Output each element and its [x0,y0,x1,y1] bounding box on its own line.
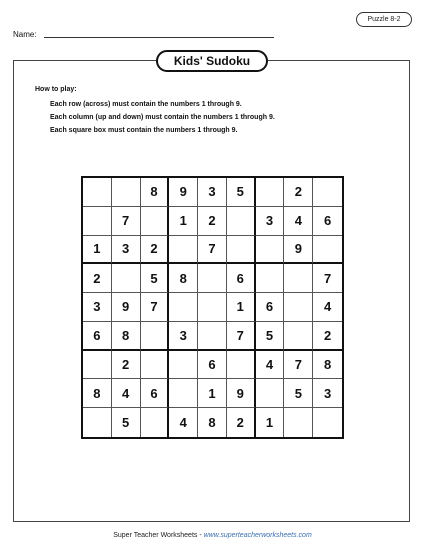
footer-url[interactable]: www.superteacherworksheets.com [203,532,312,539]
sudoku-cell: 7 [313,264,342,293]
sudoku-cell: 7 [112,207,141,236]
sudoku-cell: 1 [83,236,112,265]
name-line [44,37,274,38]
sudoku-cell: 5 [227,178,256,207]
sudoku-cell: 6 [83,322,112,351]
sudoku-cell[interactable] [141,207,170,236]
sudoku-cell: 5 [112,408,141,437]
sudoku-cell[interactable] [169,351,198,380]
sudoku-cell: 1 [256,408,285,437]
sudoku-cell[interactable] [198,293,227,322]
sudoku-cell: 8 [83,379,112,408]
sudoku-cell: 3 [112,236,141,265]
sudoku-cell[interactable] [313,178,342,207]
sudoku-cell: 5 [284,379,313,408]
sudoku-cell: 1 [169,207,198,236]
sudoku-cell: 5 [141,264,170,293]
sudoku-cell: 7 [141,293,170,322]
instructions-heading: How to play: [35,86,77,93]
sudoku-cell: 8 [112,322,141,351]
sudoku-cell: 3 [198,178,227,207]
sudoku-cell: 8 [198,408,227,437]
sudoku-cell[interactable] [313,236,342,265]
sudoku-cell[interactable] [169,293,198,322]
sudoku-cell[interactable] [284,322,313,351]
puzzle-badge: Puzzle 8-2 [356,12,412,27]
sudoku-cell: 6 [198,351,227,380]
sudoku-cell[interactable] [83,351,112,380]
sudoku-cell: 2 [112,351,141,380]
sudoku-cell: 2 [83,264,112,293]
sudoku-cell: 7 [198,236,227,265]
sudoku-cell[interactable] [198,322,227,351]
sudoku-cell: 1 [227,293,256,322]
sudoku-cell[interactable] [256,264,285,293]
sudoku-cell: 9 [169,178,198,207]
sudoku-cell: 4 [169,408,198,437]
sudoku-cell[interactable] [227,351,256,380]
sudoku-cell: 2 [141,236,170,265]
sudoku-cell: 3 [256,207,285,236]
sudoku-cell[interactable] [169,379,198,408]
sudoku-cell[interactable] [112,178,141,207]
sudoku-cell[interactable] [112,264,141,293]
sudoku-cell: 8 [141,178,170,207]
sudoku-cell: 6 [313,207,342,236]
sudoku-cell: 6 [256,293,285,322]
sudoku-cell[interactable] [83,178,112,207]
sudoku-cell: 2 [198,207,227,236]
sudoku-cell: 9 [227,379,256,408]
rule-rows: Each row (across) must contain the numbers 1 through 9. [50,101,242,108]
sudoku-cell: 4 [256,351,285,380]
sudoku-cell: 2 [227,408,256,437]
sudoku-cell: 6 [141,379,170,408]
sudoku-cell: 3 [169,322,198,351]
sudoku-cell: 4 [313,293,342,322]
sudoku-cell[interactable] [256,379,285,408]
sudoku-cell: 4 [112,379,141,408]
sudoku-cell[interactable] [83,207,112,236]
sudoku-cell[interactable] [256,236,285,265]
sudoku-cell: 9 [112,293,141,322]
sudoku-cell: 8 [169,264,198,293]
sudoku-cell: 3 [83,293,112,322]
sudoku-grid [81,176,344,439]
sudoku-cell[interactable] [198,264,227,293]
sudoku-cell[interactable] [141,351,170,380]
sudoku-cell[interactable] [83,408,112,437]
name-label: Name: [13,30,37,39]
sudoku-cell[interactable] [284,264,313,293]
sudoku-cell: 8 [313,351,342,380]
footer [0,532,425,539]
sudoku-cell: 6 [227,264,256,293]
sudoku-cell: 2 [313,322,342,351]
rule-boxes: Each square box must contain the numbers 1 through 9. [50,127,238,134]
sudoku-cell: 9 [284,236,313,265]
sudoku-cells [83,178,342,437]
rule-columns: Each column (up and down) must contain the numbers 1 through 9. [50,114,275,121]
sudoku-cell[interactable] [227,207,256,236]
sudoku-cell[interactable] [141,322,170,351]
sudoku-cell[interactable] [227,236,256,265]
sudoku-cell: 1 [198,379,227,408]
worksheet-title: Kids' Sudoku [156,50,268,72]
sudoku-cell[interactable] [313,408,342,437]
sudoku-cell: 5 [256,322,285,351]
sudoku-cell: 7 [227,322,256,351]
sudoku-cell[interactable] [284,408,313,437]
sudoku-cell: 4 [284,207,313,236]
sudoku-cell[interactable] [256,178,285,207]
sudoku-cell: 7 [284,351,313,380]
sudoku-cell: 2 [284,178,313,207]
footer-brand: Super Teacher Worksheets - [113,532,204,539]
sudoku-cell: 3 [313,379,342,408]
sudoku-cell[interactable] [141,408,170,437]
sudoku-cell[interactable] [284,293,313,322]
sudoku-cell[interactable] [169,236,198,265]
